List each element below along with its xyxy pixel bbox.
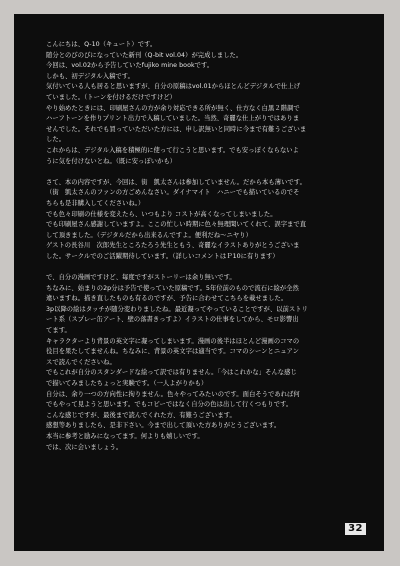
text-line: キャラクターより背景の英文字に凝ってしまいます。漫画の後半はほとんど漫画のコマの	[46, 337, 300, 345]
text-line: うに気を付けないとね。（既に安っぽいかも）	[46, 157, 177, 165]
text-line: スで読んでくださいね。	[46, 358, 116, 366]
text-line: 随分とのびのびになっていた新刊（Q-bit vol.04）が完成しました。	[46, 51, 243, 59]
paragraph-intro	[46, 40, 364, 167]
text-line: てます。	[46, 327, 71, 335]
text-line: では、次に会いましょう。	[46, 443, 123, 451]
paragraph-contents	[46, 178, 364, 263]
paragraph-manga-notes	[46, 273, 364, 453]
text-line: ちなみに、始まりの2p分は予告で使っていた原稿です。5年位前のもので流石に絵が全然	[46, 284, 299, 292]
text-line: で、自分の漫画ですけど、毎度ですがストーリーは余り無いです。	[46, 274, 236, 282]
text-line: 違いますね。描き直したものも有るのですが、予告に合わせてこちらを載せました。	[46, 295, 288, 303]
text-line: せんでした。それでも買っていただいた方には、申し訳無いと同時に今まで有難うございま	[46, 125, 307, 133]
text-line: （街 凱太さんのファンの方ごめんなさい。ダイナマイト ハニーでも描いているのでそ	[46, 189, 300, 197]
text-line: でも色々印刷の仕様を変えたら、いつもより コストが高くなってしまいました。	[46, 210, 277, 218]
text-line: 3p以降の絵はタッチが随分変わりましたね。最近凝ってやっていることですが、以前ストリ	[46, 305, 308, 313]
afterword-text	[46, 40, 364, 464]
text-line: 自分は、余り一つの方向性に拘りません。色々やってみたいのです。面白そうであれば何	[46, 390, 300, 398]
text-line: こんにちは、Q-10（キュート）です。	[46, 41, 157, 48]
text-line: した。	[46, 136, 66, 144]
text-line: ちらも是非購入してくださいね。）	[46, 199, 145, 207]
page-number: 32	[345, 523, 366, 535]
text-line: 役目を果たしてませんね。ちなみに、背景の英文字は適当です。コマのシーンとニュアン	[46, 348, 299, 356]
text-line: ート系（スプレー缶アート、壁の落書きっすよ）イラストの仕事をしてから、モロ影響出	[46, 316, 299, 324]
text-line: 本当に参考と励みになってます。何よりも嬉しいです。	[46, 432, 204, 440]
text-line: 気付いている人も居ると思いますが、自分の原稿はvol.01からほとんどデジタルで仕上げ	[46, 83, 301, 91]
text-line: ハーフトーンを作りプリント出力で入稿していました。当然、奇麗な仕上がりではありま	[46, 115, 300, 123]
text-line: して頂きました。（デジタルだから出来るんですよ。便利だね〜ニヤり）	[46, 231, 252, 239]
black-page-background	[14, 14, 384, 551]
text-line: でも印刷屋さん感謝していますよ。ここの忙しい時期に色々無理聞いてくれて、誤字まで直	[46, 221, 307, 229]
text-line: これからは、デジタル入稿を積極的に使って行こうと思います。でも安っぽくならないよ	[46, 146, 299, 154]
text-line: ていました。（トーンを付けるだけですけど）	[46, 93, 177, 101]
text-line: ゲストの長谷川 次郎先生ところたろう先生ともう、奇麗なイラストありがとうございま	[46, 242, 300, 250]
text-line: で描いてみましたちょっと実験です。（一人よがりかも）	[46, 380, 208, 387]
text-line: 今回は、vol.02から予告していたfujiko mine bookです。	[46, 62, 214, 70]
text-line: 感想等ありましたら、是非下さい。今まで出して頂いた方ありがとうございます。	[46, 422, 281, 430]
text-line: しかも、初デジタル入稿です。	[46, 72, 134, 80]
text-line: でもやって見ようと思います。でもコピーではなく自分の色は出して行くつもりです。	[46, 401, 293, 409]
text-line: でもこれが自分のスタンダードな絵って訳では有りません。「今はこれかな」そんな感じ	[46, 369, 297, 377]
text-line: やり始めたときには、印刷屋さんの方が余り対応できる所が無く、仕方なく白黒２階調で	[46, 104, 300, 112]
text-line: さて、本の内容ですが、今回は、街 凱太さんは参加していません。だから本も薄いです。	[46, 178, 306, 186]
text-line: した。サークルでのご活躍期待しています。（詳しいコメントはＰ10に有ります）	[46, 252, 279, 260]
text-line: こんな感じですが、最後まで読んでくれた方、有難うございます。	[46, 411, 236, 419]
